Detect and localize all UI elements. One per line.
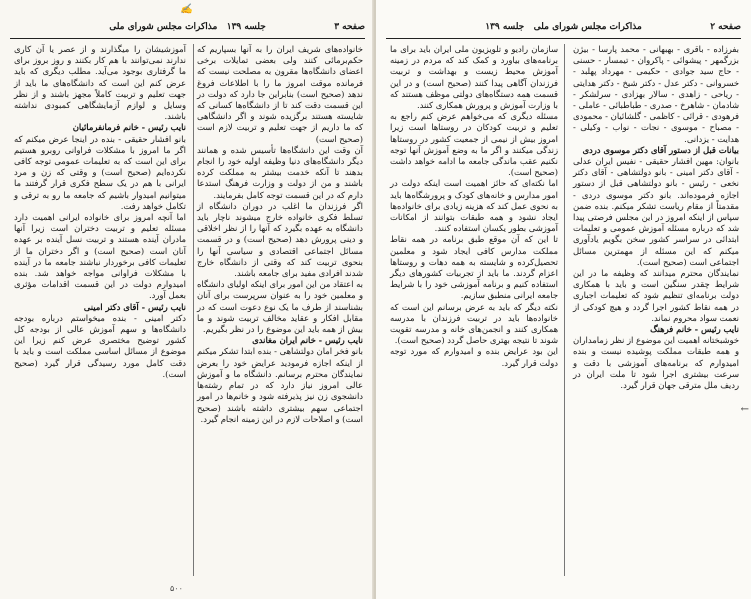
- left-page-column-left: [12, 44, 188, 576]
- left-header-rule: [10, 38, 365, 39]
- speaker-line: بیانات قبل از دستور آقای دکتر موسوی دردی: [582, 144, 739, 155]
- paragraph: نمایندگان محترم میدانند که وظیفه ما در این شرایط چقدر سنگین است و باید با همکاری دولت برنامه‌ای تنظیم شود که تعلیمات اجباری در همه نقاط کشور اجرا گردد و هیچ کودکی از نعمت سواد محروم نماند.: [573, 268, 739, 323]
- speaker-line: نایب رئیس - خانم فرهنگ: [650, 324, 739, 335]
- left-page-footer: ۵۰۰: [170, 584, 183, 593]
- left-column-divider: [193, 44, 194, 576]
- paragraph: بانو افشار حقیقی - بنده در اینجا عرض میکنم که اگر ما امروز با مشکلات فراوانی روبرو هستیم برای این است که به تعلیمات عمومی توجه کافی نکرده‌ایم (صحیح است) و وقتی که زن و مرد ایرانی با هم در یک سطح فکری قرار گرفتند ما میتوانیم امیدوار باشیم که جامعه ما رو به ترقی و تکامل خواهد رفت.: [14, 133, 186, 211]
- right-page-header: [386, 22, 741, 38]
- paragraph: سازمان رادیو و تلویزیون ملی ایران باید برای ما برنامه‌های بیاورد و کمک کند که مردم در زمینه آموزش محیط زیست و بهداشت و تربیت فرزندان آگاهی پیدا کنند (صحیح است) و در این قسمت همه دستگاه‌های دولتی موظف هستند که با وزارت آموزش و پرورش همکاری کنند.: [390, 44, 558, 111]
- paragraph: بفرزاده - باقری - بهبهانی - محمد پارسا - بیژن بزرگمهر - پیشوائی - پاکروان - تیمسار - حسنی - حاج سید جوادی - حکیمی - مهرداد پهلبد - خسروانی - دکتر عدل - دکتر شیخ - دکتر هدایتی - ریاحی - زاهدی - سالار بهزادی - سرلشکر - شادمان - شاهرخ - صدری - طباطبائی - عاملی - فرهودی - قرائی - کاظمی - گلشائیان - محمودی - مصباح - موسوی - نجات - نواب - وکیلی - هدایت - یزدانی.: [573, 44, 739, 144]
- right-page-number: صفحه ۲: [710, 22, 741, 32]
- left-page-column-right: [195, 44, 365, 576]
- paragraph: تا این که آن موقع طبق برنامه در همه نقاط مملکت مدارس کافی ایجاد شود و معلمین تحصیل‌کرده و شایسته به همه دهات و روستاها اعزام گردند. ما باید از تجربیات کشورهای دیگر استفاده کنیم و برنامه آموزشی خود را با شرایط جامعه ایرانی منطبق سازیم.: [390, 234, 558, 301]
- right-page-column-right: [571, 44, 741, 576]
- right-column-divider: [564, 44, 565, 576]
- paragraph: خوشبختانه اهمیت این موضوع از نظر زمامداران و همه طبقات مملکت پوشیده نیست و بنده امیدوارم که برنامه‌های آموزشی با دقت و سرعت بیشتری اجرا شود تا ملت ایران در ردیف ملل مترقی جهان قرار گیرد.: [573, 335, 739, 391]
- paragraph: اما نکته‌ای که حائز اهمیت است اینکه دولت در امور مدارس و خانه‌های کودک و پرورشگاه‌ها باید به نحوی عمل کند که هزینه زیادی برای خانواده‌ها ایجاد نشود و همه طبقات بتوانند از امکانات آموزشی بطور یکسان استفاده کنند.: [390, 178, 558, 234]
- left-session-number: جلسه ۱۳۹: [226, 22, 266, 32]
- left-session-title: [109, 22, 266, 32]
- left-page: [0, 0, 375, 599]
- speaker-line: نایب رئیس - خانم ایران مغاندی: [252, 335, 363, 346]
- right-page-column-left: [388, 44, 560, 576]
- paragraph: آموزشیشان را میگذارند و از عصر یا آن کاری ندارند نمی‌توانند با هم کار بکنند و روز بروز برای ما گرفتاری بوجود می‌آید. مطلب دیگری که باید عرض کنم این است که دانشگاه‌های ما باید از جهت تعلیم و تربیت کاملاً مجهز باشند و از نظر وسایل و لوازم آزمایشگاهی کمبودی نداشته باشند.: [14, 44, 186, 122]
- speaker-line: نایب رئیس - خانم فرمانفرمائیان: [72, 122, 186, 133]
- left-page-number: صفحه ۳: [334, 22, 365, 32]
- right-header-rule: [386, 38, 741, 39]
- paragraph: دکتر امینی - بنده میخواستم درباره بودجه دانشگاه‌ها و سهم آموزش عالی از بودجه کل کشور توضیح مختصری عرض کنم زیرا این موضوع از مسائل اساسی مملکت است و باید با دقت کامل مورد رسیدگی قرار گیرد (صحیح است).: [14, 312, 186, 379]
- left-journal-title: مذاکرات مجلس شورای ملی: [109, 22, 218, 32]
- right-session-title: [485, 22, 642, 32]
- paragraph: آن وقت این دانشگاه‌ها تأسیس شده و همانند دیگر دانشگاه‌های دنیا وظیفه اولیه خود را انجام بدهند تا آنکه خدمت بیشتر به مملکت کرده باشند و من از دولت و وزارت فرهنگ استدعا دارم که در این قسمت توجه کامل بفرمایند.: [197, 144, 363, 200]
- paragraph: مسئله دیگری که می‌خواهم عرض کنم راجع به تعلیم و تربیت کودکان در روستاها است زیرا امروز بیش از نیمی از جمعیت کشور در روستاها زندگی میکنند و اگر ما به وضع آموزش آنها توجه نکنیم عقب ماندگی جامعه ما ادامه خواهد داشت (صحیح است).: [390, 111, 558, 178]
- right-session-number: جلسه ۱۳۹: [485, 22, 525, 32]
- paragraph: به اعتقاد من این امور برای اینکه اولیای دانشگاه و معلمین خود را به عنوان سرپرست برای آنان بشناسند از طرف ما یک نوع دعوت است که در مقابل افکار و عقاید مخالف تربیت شوند و ما بیش از همه باید این موضوع را در نظر بگیریم.: [197, 279, 363, 335]
- paragraph: بانوان: مهین افشار حقیقی - نفیس ایران عدلی - آقای دکتر امینی - بانو دولتشاهی - آقای دکتر نخعی - رئیس - بانو دولتشاهی قبل از دستور اجازه فرموده‌اند. بانو دکتر موسوی دردی - مقدمتاً از مقام ریاست تشکر میکنم. بنده ضمن سپاس از اینکه امروز در این مجلس فرصتی پیدا شد که درباره مسئله آموزش عمومی و تعلیمات ابتدائی در سراسر کشور سخن بگویم یادآوری میکنم که این مسئله از مهمترین مسائل اجتماعی است (صحیح است).: [573, 156, 739, 267]
- paragraph: این بود عرایض بنده و امیدوارم که مورد توجه دولت قرار گیرد.: [390, 346, 558, 368]
- right-page: [376, 0, 751, 599]
- handwritten-signature: ✍: [180, 4, 193, 15]
- paragraph: خانواده‌های شریف ایران را به آنها بسپاریم که حکم‌برمائی کنند ولی بعضی تمایلات برخی اعضای دانشگاه‌ها مقرون به مصلحت نیست که فرمانده موقت امروز ما را با اطلاعات فروغ ندهد (صحیح است) بنابراین جا دارد که دولت در این قسمت دقت کند تا از دانشگاه‌ها کسانی که شایسته هستند برگزیده شوند و اگر دانشگاهی که ما داریم از جهت تعلیم و تربیت لازم است (صحیح است): [197, 44, 363, 144]
- paragraph: اگر فرزندان ما اغلب در دوران دانشگاه از تسلط فکری خانواده خارج میشوند ناچار باید دانشگاه به عهده بگیرد که آنها را از نظر اخلاقی و دینی پرورش دهد (صحیح است) و در قسمت مسائل اجتماعی اقتصادی و سیاسی آنها را بنحوی تربیت کند که وقتی از دانشگاه خارج شدند افرادی مفید برای جامعه باشند.: [197, 200, 363, 279]
- speaker-line: نایب رئیس - آقای دکتر امینی: [83, 301, 186, 312]
- paragraph: بانو فخر امان دولتشاهی - بنده ابتدا تشکر میکنم از اینکه اجازه فرمودید عرایض خود را بعرض نمایندگان محترم برسانم. دانشگاه ما و آموزش عالی امروز نیاز دارد که در تمام رشته‌ها دانشجوی زن نیز پذیرفته شود و خانم‌ها در امور اجتماعی سهم بیشتری داشته باشند (صحیح است) و اصلاحات لازم در این زمینه انجام گیرد.: [197, 346, 363, 424]
- paragraph: اما آنچه امروز برای خانواده ایرانی اهمیت دارد مسئله تعلیم و تربیت دختران است زیرا آنها مادران آینده هستند و تربیت نسل آینده بر عهده آنان است (صحیح است) و اگر دختران ما از تعلیمات کافی برخوردار نباشند جامعه ما در آینده با مشکلات فراوانی مواجه خواهد شد. بنده امیدوارم دولت در این قسمت اقدامات مؤثری بعمل آورد.: [14, 212, 186, 301]
- right-journal-title: مذاکرات مجلس شورای ملی: [533, 22, 642, 32]
- left-page-header: [10, 22, 365, 38]
- margin-arrow-icon: ←: [740, 404, 749, 415]
- paragraph: نکته دیگر که باید به عرض برسانم این است که خانواده‌ها باید در تربیت فرزندان با مدرسه همکاری کنند و انجمن‌های خانه و مدرسه تقویت شوند تا نتیجه بهتری حاصل گردد (صحیح است).: [390, 301, 558, 346]
